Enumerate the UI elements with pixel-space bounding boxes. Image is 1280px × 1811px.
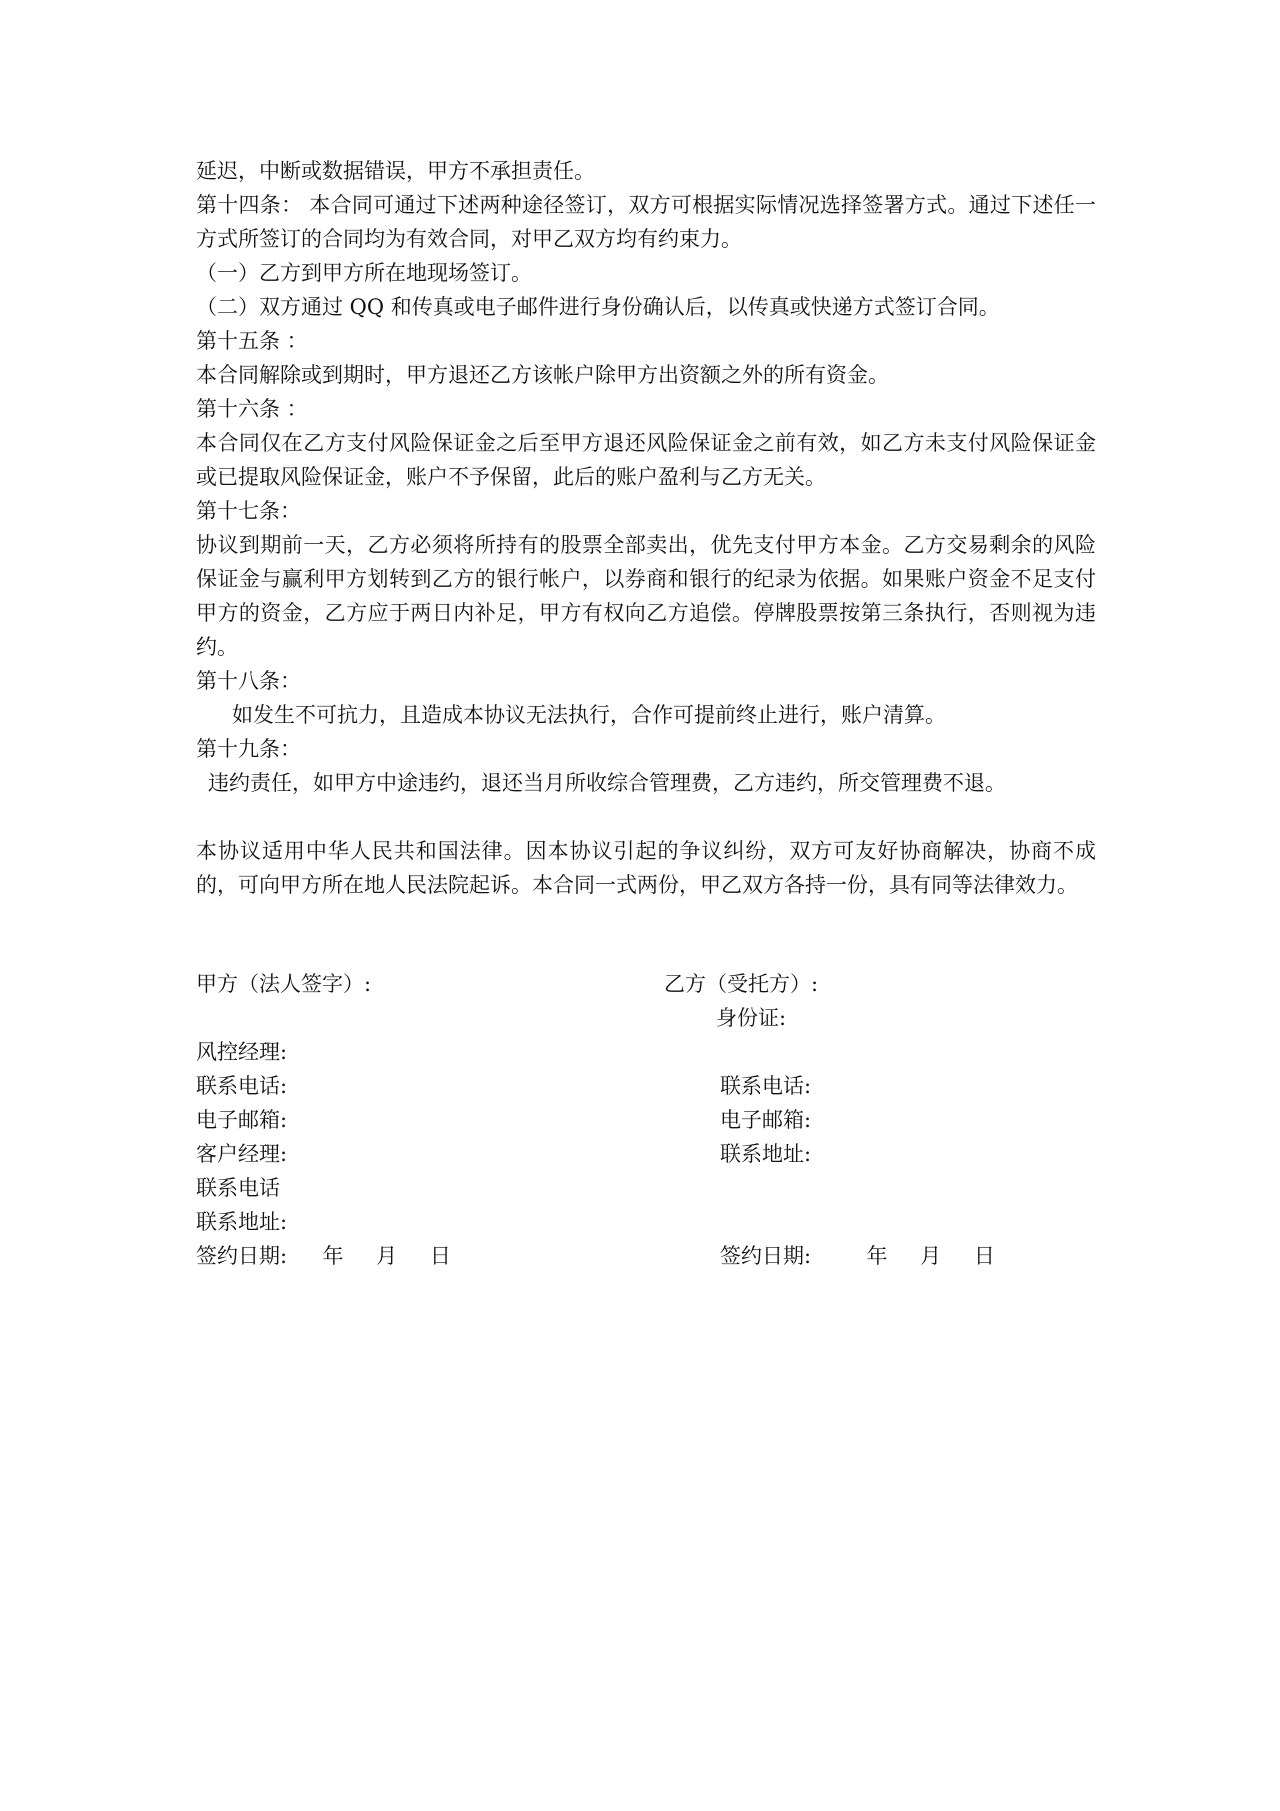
paragraph-gap bbox=[196, 800, 1096, 834]
party-a-month: 月 bbox=[376, 1244, 398, 1268]
article-18-heading: 第十八条： bbox=[196, 669, 301, 693]
article-18-body: 如发生不可抗力，且造成本协议无法执行，合作可提前终止进行，账户清算。 bbox=[232, 703, 946, 727]
article-14-option-1: （一）乙方到甲方所在地现场签订。 bbox=[196, 261, 532, 285]
article-16-body: 本合同仅在乙方支付风险保证金之后至甲方退还风险保证金之前有效，如乙方未支付风险保证金或已提取风险保证金，账户不予保留，此后的账户盈利与乙方无关。 bbox=[196, 431, 1096, 489]
party-b-id-card: 身份证: bbox=[716, 1006, 787, 1030]
party-a-year: 年 bbox=[322, 1244, 344, 1268]
article-14: 第十四条： 本合同可通过下述两种途径签订，双方可根据实际情况选择签署方式。通过下述任一方式所签订的合同均为有效合同，对甲乙双方均有约束力。 bbox=[196, 193, 1096, 251]
party-b-day: 日 bbox=[973, 1244, 995, 1268]
signature-block bbox=[196, 967, 1096, 1297]
party-b-phone: 联系电话: bbox=[720, 1074, 812, 1098]
party-b-address: 联系地址: bbox=[720, 1142, 812, 1166]
party-b-date-label: 签约日期: bbox=[720, 1244, 812, 1268]
party-a-date-label: 签约日期: bbox=[196, 1244, 288, 1268]
contract-body bbox=[196, 154, 1096, 902]
article-17-heading: 第十七条： bbox=[196, 499, 301, 523]
article-19-heading: 第十九条： bbox=[196, 737, 301, 761]
party-a-risk-manager: 风控经理: bbox=[196, 1040, 288, 1064]
party-b-title: 乙方（受托方）: bbox=[664, 972, 819, 996]
party-b-email: 电子邮箱: bbox=[720, 1108, 812, 1132]
article-15-body: 本合同解除或到期时，甲方退还乙方该帐户除甲方出资额之外的所有资金。 bbox=[196, 363, 889, 387]
party-a-title: 甲方（法人签字）: bbox=[196, 972, 372, 996]
party-a-phone: 联系电话: bbox=[196, 1074, 288, 1098]
party-a-address: 联系地址: bbox=[196, 1210, 288, 1234]
party-b-sign-date bbox=[720, 1239, 995, 1273]
party-a-sign-date bbox=[196, 1239, 451, 1273]
article-14-option-2: （二）双方通过 QQ 和传真或电子邮件进行身份确认后，以传真或快递方式签订合同。 bbox=[196, 295, 1000, 319]
article-15-heading: 第十五条 ： bbox=[196, 329, 308, 353]
party-a-phone-2: 联系电话 bbox=[196, 1176, 280, 1200]
party-a-day: 日 bbox=[429, 1244, 451, 1268]
party-b-month: 月 bbox=[920, 1244, 942, 1268]
article-16-heading: 第十六条 ： bbox=[196, 397, 308, 421]
party-a-email: 电子邮箱: bbox=[196, 1108, 288, 1132]
governing-law-paragraph: 本协议适用中华人民共和国法律。因本协议引起的争议纠纷，双方可友好协商解决，协商不成的，可向甲方所在地人民法院起诉。本合同一式两份，甲乙双方各持一份，具有同等法律效力。 bbox=[196, 839, 1096, 897]
party-a-account-manager: 客户经理: bbox=[196, 1142, 288, 1166]
party-b-year: 年 bbox=[866, 1244, 888, 1268]
article-17-body: 协议到期前一天，乙方必须将所持有的股票全部卖出，优先支付甲方本金。乙方交易剩余的风险保证金与赢利甲方划转到乙方的银行帐户，以券商和银行的纪录为依据。如果账户资金不足支付甲方的资金，乙方应于两日内补足，甲方有权向乙方追偿。停牌股票按第三条执行，否则视为违约。 bbox=[196, 533, 1096, 659]
paragraph-liability-continuation: 延迟，中断或数据错误，甲方不承担责任。 bbox=[196, 159, 595, 183]
article-19-body: 违约责任，如甲方中途违约，退还当月所收综合管理费，乙方违约，所交管理费不退。 bbox=[208, 771, 1006, 795]
